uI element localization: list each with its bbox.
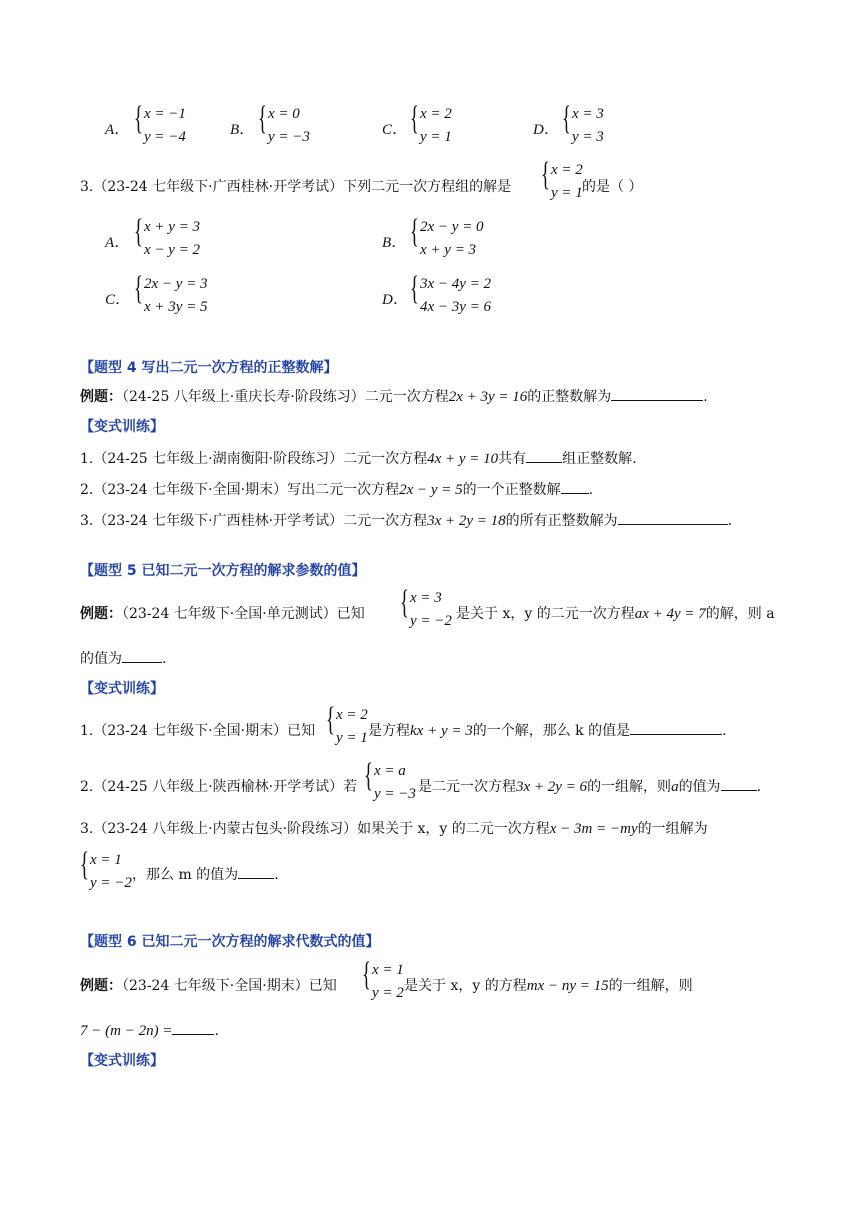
t5-p2-equation: 3x + 2y = 6	[516, 779, 588, 795]
t4-variant-title: 【变式训练】	[80, 419, 164, 435]
period: .	[727, 513, 733, 529]
t4-p2-equation: 2x − y = 5	[399, 482, 463, 498]
t6-example-label: 例题：	[80, 978, 122, 994]
answer-blank[interactable]	[618, 510, 728, 525]
t5-title: 【题型 5 已知二元一次方程的解求参数的值】	[80, 563, 366, 579]
q3-option-d-label: D．	[382, 292, 408, 308]
t5-p2-text-a: 2.（24-25 八年级上·陕西榆林·开学考试）若	[80, 779, 358, 795]
t6-example-expression: 7 − (m − 2n) =	[80, 1023, 173, 1039]
t5-problem-3-line2	[132, 864, 279, 884]
answer-blank[interactable]	[721, 776, 757, 791]
q2-option-a-label: A．	[105, 122, 130, 138]
t6-title: 【题型 6 已知二元一次方程的解求代数式的值】	[80, 934, 380, 950]
t5-p3-equation: x − 3m = −my	[549, 821, 638, 837]
t4-p1-text-b: 共有	[498, 451, 527, 467]
t5-example-text-d: 的值为	[80, 651, 122, 667]
period: .	[214, 1023, 219, 1039]
t4-example-equation: 2x + 3y = 16	[448, 389, 528, 405]
t4-example-text-b: 的正整数解为	[527, 389, 612, 405]
t5-p3-text-c: ，那么 m 的值为	[132, 867, 239, 883]
t6-example-text-c: 的一组解，则	[608, 978, 693, 994]
t5-p1-equation: kx + y = 3	[410, 723, 473, 739]
t4-p3-text-a: 3.（23-24 七年级下·广西桂林·开学考试）二元一次方程	[80, 513, 428, 529]
q2-option-d-label: D．	[533, 122, 559, 138]
q3-option-c-label: C．	[105, 292, 131, 308]
t5-p1-text-c: 的一个解，那么 k 的值是	[472, 723, 631, 739]
q2-option-c-label: C．	[382, 122, 408, 138]
t5-p3-text-a: 3.（23-24 八年级上·内蒙古包头·阶段练习）如果关于 x，y 的二元一次方程	[80, 821, 550, 837]
period: .	[162, 651, 167, 667]
answer-blank[interactable]	[630, 720, 722, 735]
t4-p3-text-b: 的所有正整数解为	[505, 513, 618, 529]
period: .	[274, 867, 279, 883]
t6-example-text-b: 是关于 x，y 的方程	[404, 978, 527, 994]
t4-example-text-a: （24-25 八年级上·重庆长寿·阶段练习）二元一次方程	[122, 389, 449, 405]
t6-variant-title: 【变式训练】	[80, 1053, 164, 1069]
t5-p2-text-e: 的值为	[678, 779, 721, 795]
t5-example-line2	[80, 648, 166, 668]
t6-example-equation: mx − ny = 15	[526, 978, 609, 994]
t5-p1-text-b: 是方程	[368, 723, 410, 739]
t4-p1-text-c: 组正整数解.	[562, 451, 637, 467]
t5-example-label: 例题：	[80, 606, 122, 622]
t4-p3-equation: 3x + 2y = 18	[427, 513, 506, 529]
t4-p2-text-a: 2.（23-24 七年级下·全国·期末）写出二元一次方程	[80, 482, 400, 498]
answer-blank[interactable]	[172, 1020, 214, 1035]
answer-blank[interactable]	[238, 864, 274, 879]
t6-example-cont	[404, 975, 693, 995]
q3-text-b: 的是（ ）	[582, 179, 643, 195]
t4-p2-text-b: 的一个正整数解	[462, 482, 561, 498]
t4-p1-equation: 4x + y = 10	[427, 451, 499, 467]
period: .	[756, 779, 762, 795]
answer-blank[interactable]	[611, 386, 703, 401]
answer-blank[interactable]	[122, 648, 162, 663]
t5-p2-var: a	[671, 779, 679, 795]
q3-text-a: 3.（23-24 七年级下·广西桂林·开学考试）下列二元一次方程组的解是	[80, 179, 512, 195]
q3-option-b-label: B．	[382, 235, 407, 251]
t4-example-label: 例题：	[80, 389, 122, 405]
t4-problem-2	[80, 479, 593, 499]
t4-p1-text-a: 1.（24-25 七年级上·湖南衡阳·阶段练习）二元一次方程	[80, 451, 428, 467]
period: .	[588, 482, 594, 498]
t5-example-text-b: 是关于 x，y 的二元一次方程	[456, 606, 635, 622]
t5-problem-1	[368, 720, 727, 740]
t4-title: 【题型 4 写出二元一次方程的正整数解】	[80, 360, 338, 376]
t5-p2-text-c: 的一组解，则	[587, 779, 672, 795]
t5-problem-2	[418, 776, 761, 796]
t5-example	[80, 603, 365, 623]
t5-p1-text-a: 1.（23-24 七年级下·全国·期末）已知	[80, 723, 316, 739]
t6-example-text-a: （23-24 七年级下·全国·期末）已知	[122, 978, 337, 994]
t6-example	[80, 975, 337, 995]
t4-problem-3	[80, 510, 732, 530]
q2-option-b-label: B．	[230, 122, 255, 138]
t5-variant-title: 【变式训练】	[80, 681, 164, 697]
t5-problem-3	[80, 818, 708, 838]
t6-example-line2	[80, 1020, 219, 1040]
period: .	[722, 723, 727, 739]
t5-example-cont	[456, 603, 775, 623]
t4-example	[80, 386, 708, 406]
t5-example-text-c: 的解，则 a	[705, 606, 775, 622]
answer-blank[interactable]	[561, 479, 589, 494]
t5-example-text-a: （23-24 七年级下·全国·单元测试）已知	[122, 606, 365, 622]
answer-blank[interactable]	[526, 448, 562, 463]
t4-problem-1	[80, 448, 637, 468]
q3-option-a-label: A．	[105, 235, 130, 251]
period: .	[703, 389, 708, 405]
t5-p3-text-b: 的一组解为	[637, 821, 708, 837]
t5-example-equation: ax + 4y = 7	[634, 606, 706, 622]
t5-p2-text-b: 是二元一次方程	[418, 779, 516, 795]
